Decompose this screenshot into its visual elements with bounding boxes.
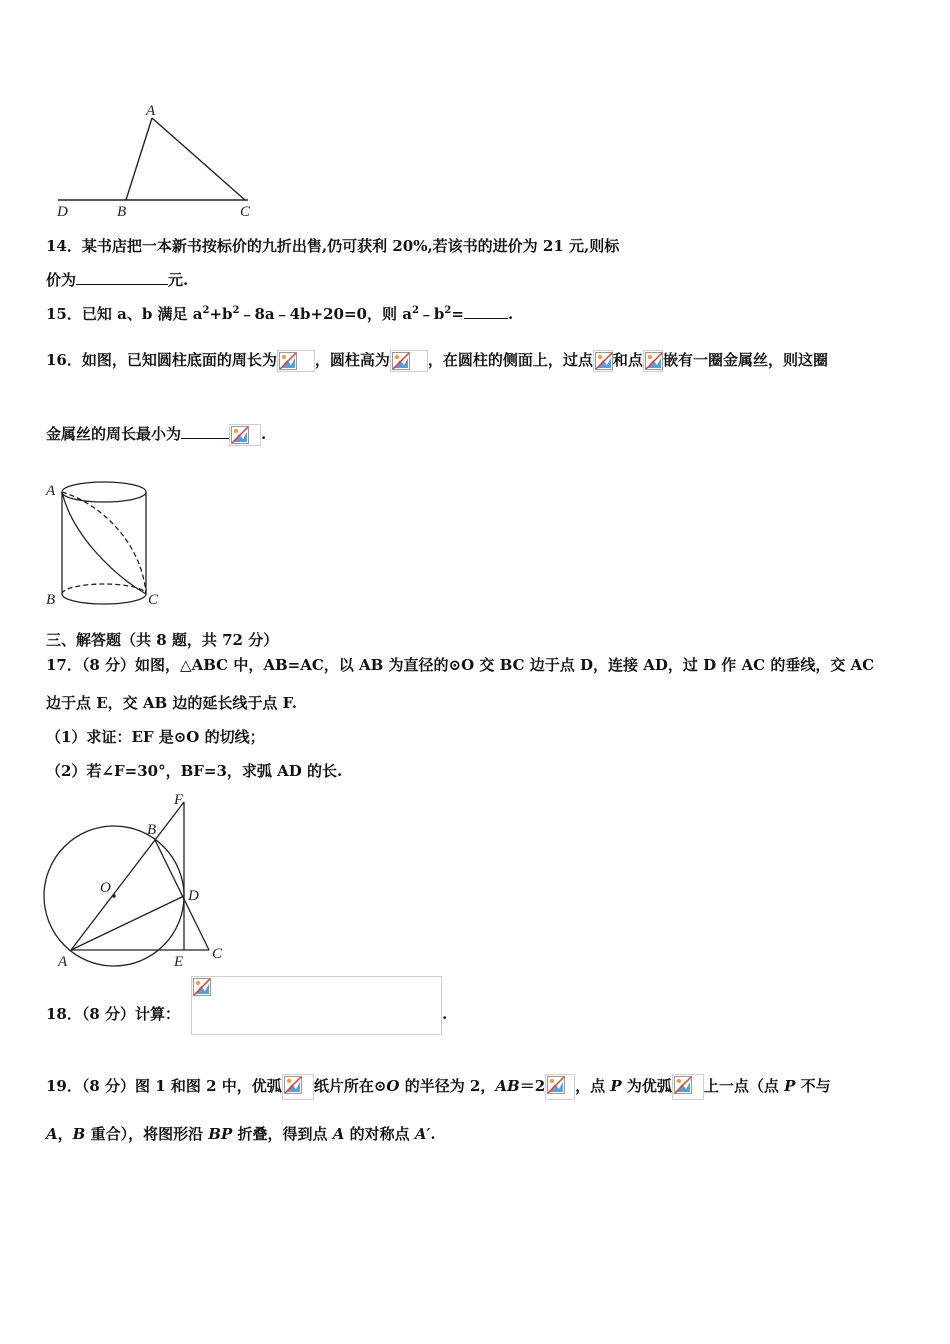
q16-text: ，在圆柱的侧面上，过点 bbox=[427, 351, 593, 369]
q17-line2: 边于点 E，交 AB 边的延长线于点 F. bbox=[46, 694, 298, 712]
segment-ac bbox=[152, 118, 245, 200]
q15-sup: 2 bbox=[232, 305, 240, 316]
q19-text: ， bbox=[57, 1125, 73, 1143]
answer-blank bbox=[76, 284, 168, 285]
label-b: B bbox=[46, 592, 56, 608]
q15-text-a: 15．已知 a、b 满足 a bbox=[46, 305, 203, 323]
q16-suffix: . bbox=[261, 425, 267, 443]
label-f: F bbox=[174, 792, 184, 808]
q19-text: 上一点（点 bbox=[703, 1077, 785, 1095]
q19-text: 折叠，得到点 bbox=[232, 1125, 333, 1143]
circle-figure bbox=[40, 788, 240, 973]
q15-text-c: ﹣8a﹣4b+20=0，则 a bbox=[239, 305, 412, 323]
segment-af bbox=[71, 802, 184, 950]
cylinder-top-ellipse bbox=[62, 482, 146, 502]
q15-sup: 2 bbox=[411, 305, 419, 316]
section-title: 三、解答题（共 8 题，共 72 分） bbox=[46, 631, 279, 649]
q17-sub2: （2）若∠F=30°，BF=3，求弧 AD 的长. bbox=[46, 762, 343, 780]
q19-text: 的对称点 bbox=[344, 1125, 415, 1143]
broken-image-icon bbox=[593, 350, 613, 372]
broken-image-icon bbox=[643, 350, 663, 372]
q18-suffix: . bbox=[442, 1005, 448, 1023]
q15-suffix: . bbox=[507, 305, 514, 323]
q16-text: ，圆柱高为 bbox=[314, 351, 390, 369]
q19-var: P bbox=[610, 1077, 622, 1095]
q18-line bbox=[46, 1004, 180, 1024]
label-c: C bbox=[240, 204, 251, 220]
q19-var: A′ bbox=[414, 1125, 431, 1143]
cylinder-figure bbox=[42, 474, 172, 614]
label-b: B bbox=[117, 204, 127, 220]
q19-text: 的半径为 2， bbox=[399, 1077, 496, 1095]
broken-image-icon bbox=[229, 424, 261, 446]
wire-front bbox=[62, 492, 146, 594]
q14-suffix: 元. bbox=[168, 271, 189, 289]
q15-text-b: +b bbox=[209, 305, 233, 323]
label-c: C bbox=[212, 946, 223, 962]
q15-sup: 2 bbox=[444, 305, 452, 316]
label-a: A bbox=[146, 103, 156, 119]
q15-sup: 2 bbox=[202, 305, 210, 316]
broken-image-icon bbox=[282, 1074, 314, 1100]
q14-line2 bbox=[46, 270, 188, 290]
q19-text: ，点 bbox=[575, 1077, 611, 1095]
q19-text: ＝2 bbox=[519, 1077, 546, 1095]
q15-line bbox=[46, 304, 513, 324]
q14-prefix: 价为 bbox=[46, 271, 77, 289]
q15-text-e: = bbox=[451, 305, 464, 323]
q14-line1: 14．某书店把一本新书按标价的九折出售,仍可获利 20%,若该书的进价为 21 元,则标 bbox=[46, 237, 620, 255]
q18-text: 18．（8 分）计算： bbox=[46, 1005, 181, 1023]
q19-text: 19．（8 分）图 1 和图 2 中，优弧 bbox=[46, 1077, 282, 1095]
q19-text: 重合），将图形沿 bbox=[85, 1125, 209, 1143]
broken-image-icon bbox=[390, 350, 428, 372]
label-e: E bbox=[174, 954, 184, 970]
center-point bbox=[112, 894, 116, 898]
broken-image-icon bbox=[672, 1074, 704, 1100]
q19-text: 为优弧 bbox=[621, 1077, 672, 1095]
segment-bc bbox=[155, 840, 209, 950]
q16-text: 和点 bbox=[612, 351, 643, 369]
q16-text: 16．如图，已知圆柱底面的周长为 bbox=[46, 351, 277, 369]
triangle-figure bbox=[50, 100, 270, 225]
q16-line1 bbox=[46, 350, 828, 372]
q19-var: P bbox=[784, 1077, 796, 1095]
q19-text: . bbox=[430, 1125, 436, 1143]
cylinder-bottom-front bbox=[62, 594, 146, 604]
q17-line1: 17．（8 分）如图，△ABC 中，AB=AC，以 AB 为直径的⊙O 交 BC 边于点 D，连接 AD，过 D 作 AC 的垂线，交 AC bbox=[46, 656, 875, 674]
q16-text: 金属丝的周长最小为 bbox=[46, 425, 182, 443]
broken-image-icon bbox=[191, 976, 442, 1035]
q19-text: 不与 bbox=[795, 1077, 831, 1095]
q16-line2 bbox=[46, 424, 266, 446]
segment-ab bbox=[126, 118, 152, 200]
q19-var: AB bbox=[495, 1077, 520, 1095]
label-d: D bbox=[188, 888, 199, 904]
label-d: D bbox=[57, 204, 68, 220]
q19-var: A bbox=[46, 1125, 58, 1143]
answer-blank bbox=[464, 318, 508, 319]
q15-text-d: ﹣b bbox=[418, 305, 445, 323]
broken-image-icon bbox=[545, 1074, 575, 1100]
q19-var: B bbox=[72, 1125, 86, 1143]
label-c: C bbox=[148, 592, 159, 608]
q19-line2 bbox=[46, 1124, 436, 1144]
q19-var: O bbox=[386, 1077, 400, 1095]
q19-line1 bbox=[46, 1074, 831, 1100]
q19-var: BP bbox=[208, 1125, 233, 1143]
q17-sub1: （1）求证：EF 是⊙O 的切线； bbox=[46, 728, 265, 746]
label-b: B bbox=[147, 822, 157, 838]
broken-image-icon bbox=[277, 350, 315, 372]
q16-text: 嵌有一圈金属丝，则这圈 bbox=[662, 351, 828, 369]
label-a: A bbox=[58, 954, 68, 970]
label-o: O bbox=[100, 880, 111, 896]
q19-var: A bbox=[332, 1125, 345, 1143]
answer-blank bbox=[181, 438, 229, 439]
q19-text: 纸片所在⊙ bbox=[313, 1077, 387, 1095]
wire-back bbox=[62, 492, 146, 594]
label-a: A bbox=[46, 483, 56, 499]
